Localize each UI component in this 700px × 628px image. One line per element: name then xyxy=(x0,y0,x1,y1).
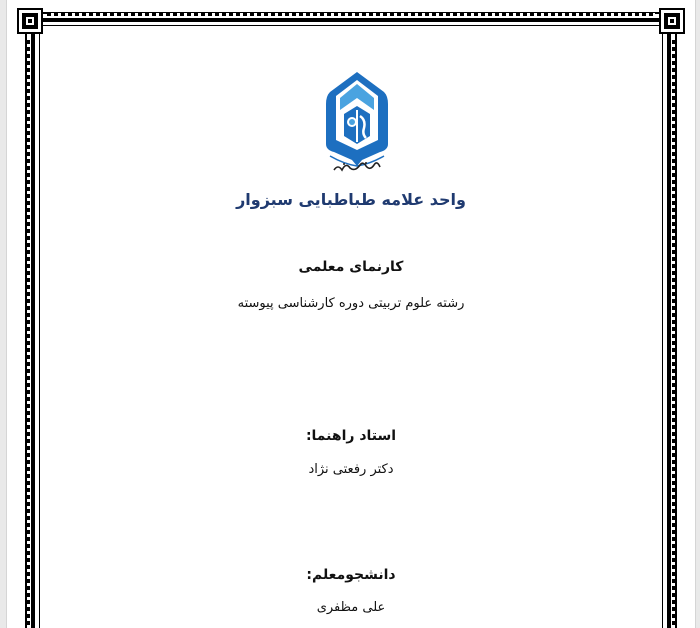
student-name: علی مظفری xyxy=(316,600,386,615)
border-corner-ornament xyxy=(17,8,43,34)
advisor-label: استاد راهنما: xyxy=(305,428,397,444)
page-border-dashes-right xyxy=(672,40,675,628)
document-content xyxy=(47,30,655,628)
border-corner-ornament xyxy=(659,8,685,34)
document-title: کارنمای معلمی xyxy=(298,259,404,275)
page-border-dashes-top xyxy=(47,13,655,16)
page-border-dashes-left xyxy=(27,40,30,628)
advisor-name: دکتر رفعتی نژاد xyxy=(308,462,394,477)
institution-name: واحد علامه طباطبایی سبزوار xyxy=(236,190,466,209)
student-label: دانشجومعلم: xyxy=(306,567,396,583)
university-logo xyxy=(322,70,392,178)
field-of-study: رشته علوم تربیتی دوره کارشناسی پیوسته xyxy=(237,296,465,311)
document-page xyxy=(6,0,696,628)
